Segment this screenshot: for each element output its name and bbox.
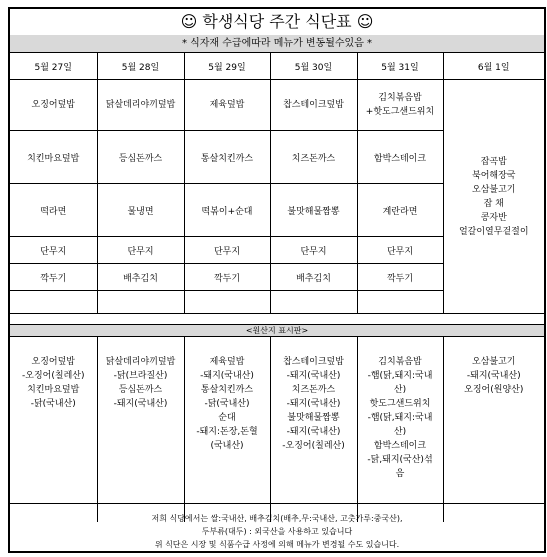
page-title: ☺ 학생식당 주간 식단표 ☺ xyxy=(10,9,544,36)
menu-cell: 배추김치 xyxy=(270,264,357,291)
origin-cell xyxy=(357,336,443,522)
empty-cell xyxy=(357,291,443,314)
origin-text: 오징어덮밥 -오징어(칠레산) 치킨마요덮밥 -닭(국내산) xyxy=(22,357,85,409)
empty-cell xyxy=(270,291,357,314)
day-header: 5월 28일 xyxy=(97,53,184,80)
menu-cell: 깍두기 xyxy=(357,264,443,291)
origin-cell xyxy=(443,336,544,522)
origin-text: 제육덮밥 -돼지(국내산) 통살치킨까스 -닭(국내산) 순대 -돼지:돈장,돈혈 (국내산) xyxy=(196,357,258,451)
footer-line: 두부류(대두) : 외국산을 사용하고 있습니다 xyxy=(201,527,353,536)
menu-cell: 물냉면 xyxy=(97,184,184,237)
menu-cell: 오징어덮밥 xyxy=(10,80,97,131)
origin-table xyxy=(10,336,544,522)
day-header: 5월 31일 xyxy=(357,53,443,80)
day-header: 6월 1일 xyxy=(443,53,544,80)
menu-cell: 함박스테이크 xyxy=(357,131,443,184)
menu-cell: 계란라면 xyxy=(357,184,443,237)
origin-cell xyxy=(184,336,270,522)
origin-cell xyxy=(97,336,184,522)
june1-menu-cell: 잡곡밥 북어해장국 오삼불고기 잡 채 콩자반 얼갈이열무겉절이 xyxy=(443,80,544,314)
footer-line: 위 식단은 시장 및 식품수급 사정에 의해 메뉴가 변경될 수도 있습니다. xyxy=(154,540,400,549)
menu-cell: 닭살데리야끼덮밥 xyxy=(97,80,184,131)
menu-table xyxy=(10,53,544,314)
menu-sheet xyxy=(8,7,546,553)
menu-cell: 깍두기 xyxy=(184,264,270,291)
menu-cell: 단무지 xyxy=(10,237,97,264)
menu-cell: 제육덮밥 xyxy=(184,80,270,131)
menu-cell: 떡라면 xyxy=(10,184,97,237)
origin-text: 찹스테이크덮밥 -돼지(국내산) 치즈돈까스 -돼지(국내산) 불맛해물짬뽕 -돼지(국내산) -오징어(칠레산) xyxy=(282,357,345,451)
day-header: 5월 29일 xyxy=(184,53,270,80)
day-header-row xyxy=(10,53,544,80)
empty-cell xyxy=(97,291,184,314)
origin-text: 닭살데리야끼덮밥 -닭(브라질산) 등심돈까스 -돼지(국내산) xyxy=(105,357,176,409)
menu-cell: 찹스테이크덮밥 xyxy=(270,80,357,131)
menu-cell: 김치볶음밥 +핫도그샌드위치 xyxy=(357,80,443,131)
origin-text: 김치볶음밥 -햄(닭,돼지:국내 산) 핫도그샌드위치 -햄(닭,돼지:국내 산) 함박스테이크 -닭,돼지(국산)섞 음 xyxy=(367,357,433,479)
day-header: 5월 27일 xyxy=(10,53,97,80)
footer-line: 저희 식당에서는 쌀:국내산, 배추김치(배추,무:국내산, 고춧가루:중국산), xyxy=(151,514,403,523)
origin-cell xyxy=(10,336,97,522)
menu-cell: 단무지 xyxy=(97,237,184,264)
origin-board-title: <원산지 표시판> xyxy=(10,324,544,337)
menu-cell: 단무지 xyxy=(270,237,357,264)
origin-text: 오삼불고기 -돼지(국내산) 오징어(원양산) xyxy=(464,357,524,395)
menu-cell: 단무지 xyxy=(357,237,443,264)
menu-cell: 치킨마요덮밥 xyxy=(10,131,97,184)
menu-cell: 깍두기 xyxy=(10,264,97,291)
origin-cell xyxy=(270,336,357,522)
main-dish-row xyxy=(10,80,544,131)
empty-cell xyxy=(10,291,97,314)
menu-cell: 통살치킨까스 xyxy=(184,131,270,184)
footer-notice xyxy=(10,503,544,551)
empty-cell xyxy=(184,291,270,314)
menu-cell: 단무지 xyxy=(184,237,270,264)
menu-cell: 치즈돈까스 xyxy=(270,131,357,184)
day-header: 5월 30일 xyxy=(270,53,357,80)
menu-cell: 등심돈까스 xyxy=(97,131,184,184)
menu-cell: 배추김치 xyxy=(97,264,184,291)
menu-cell: 떡볶이+순대 xyxy=(184,184,270,237)
menu-cell: 불맛해물짬뽕 xyxy=(270,184,357,237)
notice-subtitle: * 식자재 수급에따라 메뉴가 변동될수있음 * xyxy=(10,35,544,53)
